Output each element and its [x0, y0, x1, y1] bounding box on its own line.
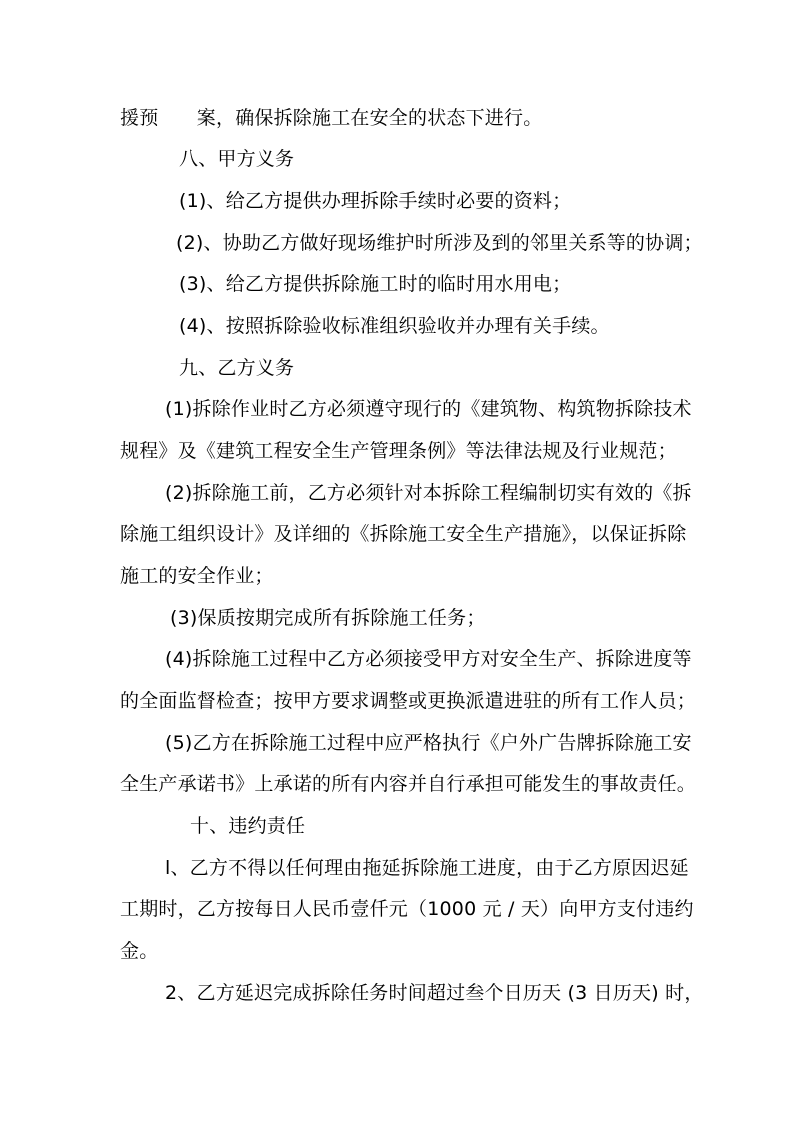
text-line-13: (3)保质按期完成所有拆除施工任务；	[170, 607, 486, 629]
text-line-11: 除施工组织设计》及详细的《拆除施工安全生产措施》，以保证拆除	[120, 523, 687, 545]
text-line-12: 施工的安全作业；	[120, 565, 274, 587]
text-line-20: 工期时，乙方按每日人民币壹仟元（1000 元 / 天）向甲方支付违约	[120, 898, 694, 920]
text-line-10: (2)拆除施工前，乙方必须针对本拆除工程编制切实有效的《拆	[165, 482, 692, 504]
section-heading-9: 九、乙方义务	[179, 357, 295, 379]
text-line-8: (1)拆除作业时乙方必须遵守现行的《建筑物、构筑物拆除技术	[165, 398, 692, 420]
text-line-17: 全生产承诺书》上承诺的所有内容并自行承担可能发生的事故责任。	[120, 773, 697, 795]
text-line-21: 金。	[120, 940, 159, 962]
text-line-19: l、乙方不得以任何理由拖延拆除施工进度，由于乙方原因迟延	[165, 857, 689, 879]
section-heading-10: 十、违约责任	[190, 815, 306, 837]
section-heading-8: 八、甲方义务	[179, 148, 295, 170]
text-line-1: 援预 案，确保拆除施工在安全的状态下进行。	[120, 107, 543, 129]
text-line-22: 2、乙方延迟完成拆除任务时间超过叁个日历天 (3 日历天) 时，	[165, 982, 704, 1004]
text-line-14: (4)拆除施工过程中乙方必须接受甲方对安全生产、拆除进度等	[165, 648, 692, 670]
text-line-6: (4)、按照拆除验收标准组织验收并办理有关手续。	[179, 315, 610, 337]
text-line-5: (3)、给乙方提供拆除施工时的临时用水用电；	[179, 273, 572, 295]
text-line-3: (1)、给乙方提供办理拆除手续时必要的资料；	[179, 190, 572, 212]
text-line-15: 的全面监督检查；按甲方要求调整或更换派遣进驻的所有工作人员；	[120, 690, 697, 712]
text-line-4: (2)、协助乙方做好现场维护时所涉及到的邻里关系等的协调；	[176, 232, 703, 254]
text-line-16: (5)乙方在拆除施工过程中应严格执行《户外广告牌拆除施工安	[165, 732, 692, 754]
text-line-9: 规程》及《建筑工程安全生产管理条例》等法律法规及行业规范；	[120, 440, 677, 462]
